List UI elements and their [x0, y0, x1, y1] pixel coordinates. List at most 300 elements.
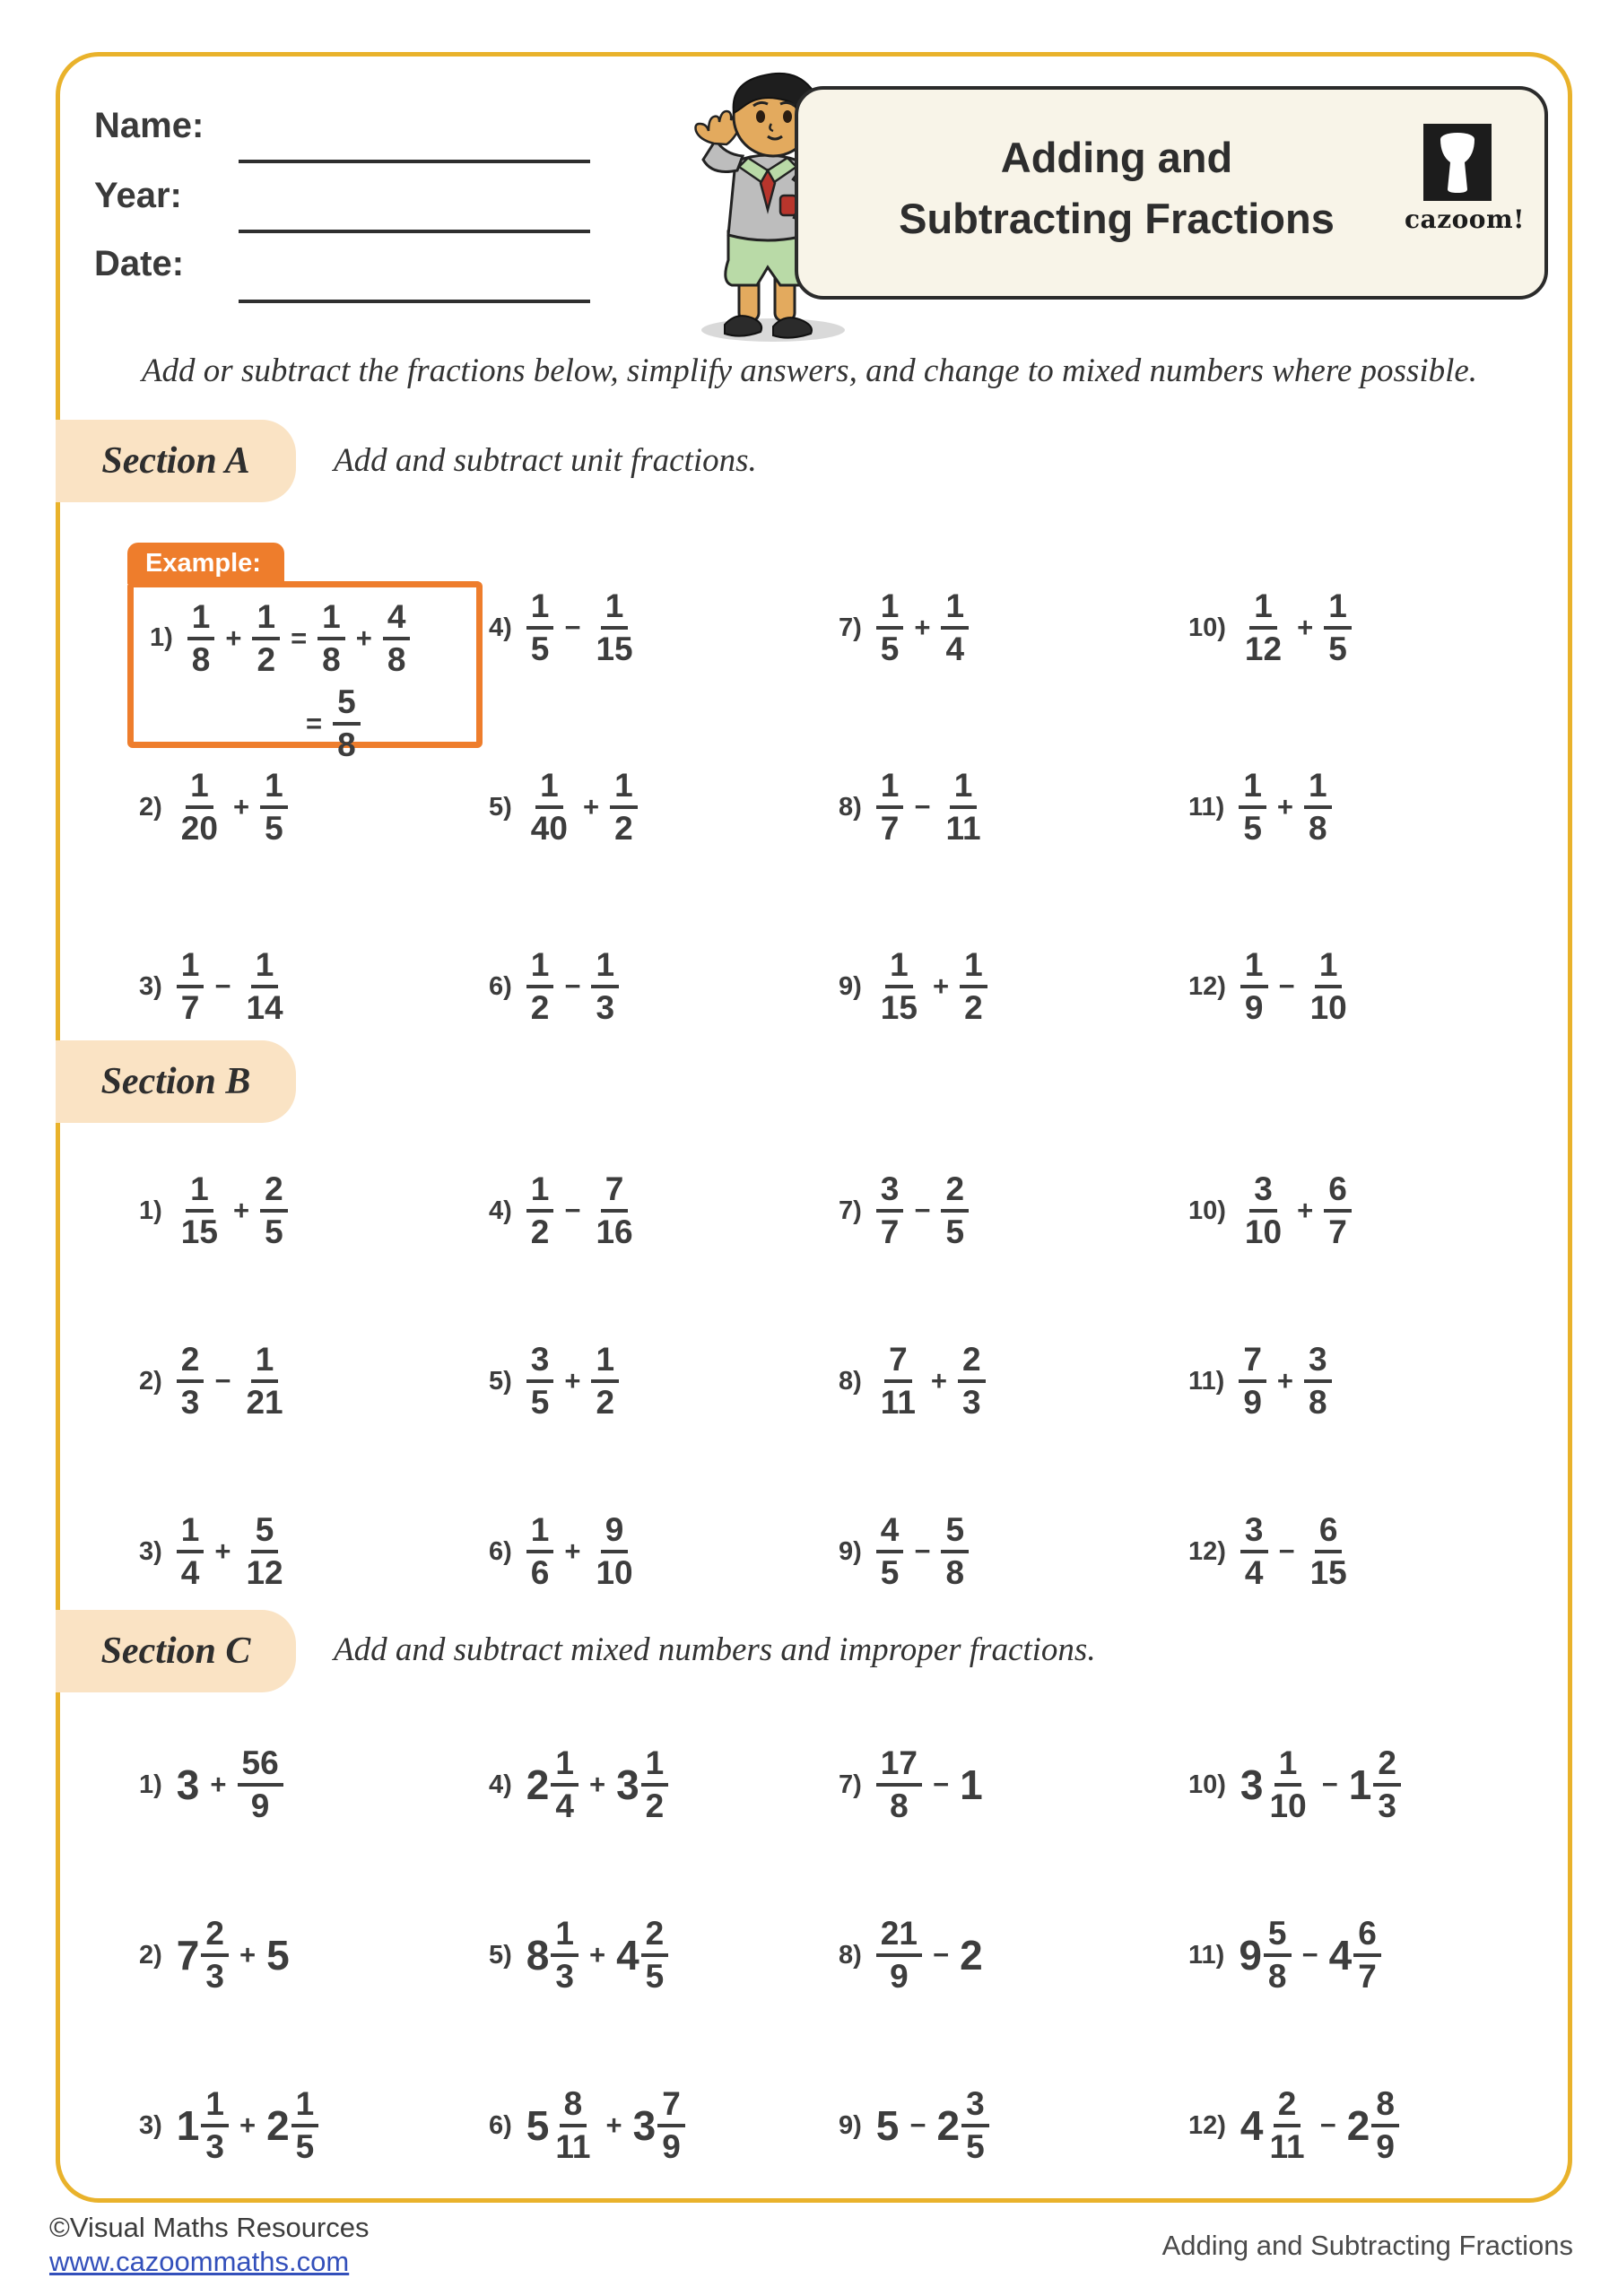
problem-expression: [1240, 2087, 1399, 2163]
problem: [839, 1296, 1188, 1466]
problem-expression: [526, 1343, 619, 1419]
denominator: 3: [205, 1958, 224, 1995]
numerator: 7: [657, 2087, 685, 2127]
mixed-number: [633, 2087, 685, 2163]
date-blank-line: [239, 300, 590, 303]
denominator: 7: [1358, 1958, 1377, 1995]
numerator: 2: [1373, 1746, 1401, 1787]
numerator: 7: [1239, 1343, 1266, 1383]
whole-number: 2: [1346, 2102, 1370, 2149]
denominator: 8: [1309, 1384, 1327, 1421]
numerator: 3: [876, 1172, 904, 1213]
fraction: [241, 1513, 287, 1589]
numerator: 6: [1324, 1172, 1352, 1213]
fraction: [551, 1917, 578, 1993]
operator: +: [232, 1195, 250, 1226]
problem: [839, 538, 1188, 718]
denominator: 2: [964, 989, 983, 1026]
problem: [1188, 1466, 1538, 1637]
problem: [1188, 897, 1538, 1076]
whole-number: 4: [1328, 1932, 1353, 1979]
operator: −: [1278, 1535, 1295, 1567]
problem-number: 2): [139, 1940, 162, 1970]
numerator: 1: [941, 589, 969, 630]
problem-expression: [1240, 1513, 1352, 1589]
denominator: 8: [322, 640, 341, 678]
whole-number: 1: [960, 1761, 983, 1808]
denominator: 2: [530, 1213, 550, 1250]
fraction: [641, 1917, 669, 1993]
denominator: 8: [191, 640, 211, 678]
numerator: 1: [252, 600, 280, 640]
problem-expression: [1240, 1746, 1401, 1822]
numerator: 1: [1324, 589, 1352, 630]
cazoom-drum-icon: [1423, 124, 1492, 201]
problem-number: 6): [489, 1536, 512, 1566]
problem: [1188, 1870, 1538, 2040]
denominator: 3: [962, 1384, 981, 1421]
numerator: 6: [1353, 1917, 1381, 1957]
numerator: 1: [885, 948, 913, 988]
operator: +: [605, 2109, 622, 2141]
fraction: [551, 1746, 578, 1822]
mixed-number: [616, 1917, 668, 1993]
title-line-2: Subtracting Fractions: [899, 195, 1335, 243]
operator: −: [564, 612, 581, 643]
fraction: [657, 2087, 685, 2163]
denominator: 3: [1378, 1787, 1396, 1824]
numerator: 1: [187, 600, 215, 640]
mixed-number: [1329, 1917, 1381, 1993]
denominator: 5: [1243, 810, 1262, 847]
problem-number: 12): [1188, 2110, 1226, 2140]
numerator: 1: [251, 1343, 279, 1383]
fraction: [201, 2087, 229, 2163]
numerator: 1: [1249, 589, 1277, 630]
denominator: 6: [530, 1554, 550, 1591]
whole-number: 4: [616, 1932, 639, 1979]
denominator: 8: [1309, 810, 1327, 847]
numerator: 2: [201, 1917, 229, 1957]
numerator: 1: [201, 2087, 229, 2127]
problem: [489, 538, 839, 718]
problem-number: 11): [1188, 792, 1225, 822]
denominator: 9: [1244, 989, 1264, 1026]
mixed-number: [526, 1917, 578, 1993]
fraction: [961, 2087, 989, 2163]
problem-expression: [876, 769, 986, 845]
denominator: 11: [1269, 2128, 1305, 2165]
fraction: [260, 769, 288, 845]
numerator: 4: [383, 600, 411, 640]
problem-number: 10): [1188, 613, 1226, 642]
example-tab: Example:: [127, 543, 284, 584]
problem-expression: [1240, 1172, 1352, 1248]
fraction: [1306, 1513, 1352, 1589]
fraction: [941, 589, 969, 665]
problem-expression: [1239, 769, 1331, 845]
denominator: 5: [880, 1554, 900, 1591]
numerator: 2: [260, 1172, 288, 1213]
year-label: Year:: [94, 176, 182, 215]
problem-number: 2): [139, 792, 162, 822]
problem: [839, 897, 1188, 1076]
denominator: 2: [530, 989, 550, 1026]
fraction: [591, 1172, 637, 1248]
denominator: 10: [1309, 989, 1347, 1026]
denominator: 7: [1328, 1213, 1347, 1250]
denominator: 9: [890, 1958, 909, 1995]
denominator: 2: [257, 640, 276, 678]
date-label: Date:: [94, 244, 185, 283]
numerator: 2: [958, 1343, 986, 1383]
numerator: 4: [876, 1513, 904, 1553]
denominator: 11: [945, 810, 981, 847]
problem: [139, 2040, 489, 2211]
problem-expression: [526, 1172, 638, 1248]
fraction: [1324, 589, 1352, 665]
fraction: [526, 589, 554, 665]
problem: [1188, 538, 1538, 718]
problem-number: 12): [1188, 1536, 1226, 1566]
problem-number: 3): [139, 2110, 162, 2140]
numerator: 1: [591, 1343, 619, 1383]
whole-number: 2: [266, 2102, 290, 2149]
operator: +: [914, 612, 931, 643]
fraction: [876, 1343, 920, 1419]
fraction: [1240, 948, 1268, 1024]
denominator: 2: [596, 1384, 615, 1421]
denominator: 16: [596, 1213, 633, 1250]
operator: +: [1276, 1365, 1294, 1396]
numerator: 1: [551, 1917, 578, 1957]
year-blank-line: [239, 230, 590, 233]
section-b-badge: Section B: [56, 1040, 296, 1123]
denominator: 7: [880, 810, 900, 847]
operator: −: [909, 2109, 926, 2141]
numerator: 1: [950, 769, 978, 809]
denominator: 10: [596, 1554, 633, 1591]
numerator: 1: [291, 2087, 319, 2127]
denominator: 4: [1244, 1554, 1264, 1591]
fraction: [960, 948, 987, 1024]
problem: [489, 1700, 839, 1870]
name-label: Name:: [94, 106, 204, 145]
problem-expression: [876, 948, 987, 1024]
denominator: 5: [645, 1958, 665, 1995]
problem: [139, 1296, 489, 1466]
whole-number: 2: [960, 1932, 983, 1979]
mixed-number: [526, 2087, 596, 2163]
fraction: [241, 948, 287, 1024]
problem-number: 1): [150, 623, 173, 653]
cazoom-logo: [1405, 124, 1525, 234]
fraction: [526, 1343, 554, 1419]
operator: +: [239, 1939, 257, 1970]
denominator: 21: [246, 1384, 283, 1421]
fraction: [641, 1746, 669, 1822]
fraction: [201, 1917, 229, 1993]
footer-link[interactable]: www.cazoommaths.com: [49, 2246, 350, 2277]
fraction: [1266, 1746, 1311, 1822]
cazoom-logo-word: cazoom!: [1405, 204, 1525, 234]
fraction: [591, 948, 619, 1024]
denominator: 5: [966, 2128, 985, 2165]
numerator: 1: [318, 600, 345, 640]
operator: +: [564, 1535, 581, 1567]
denominator: 15: [180, 1213, 218, 1250]
operator: +: [930, 1365, 948, 1396]
denominator: 3: [205, 2128, 224, 2165]
denominator: 4: [180, 1554, 200, 1591]
problem: [839, 1870, 1188, 2040]
problem-number: 4): [489, 613, 512, 642]
operator: −: [1278, 970, 1295, 1002]
denominator: 5: [530, 1384, 550, 1421]
denominator: 11: [555, 2128, 591, 2165]
fraction: [610, 769, 638, 845]
numerator: 1: [1315, 948, 1343, 988]
numerator: 1: [177, 948, 204, 988]
problem-number: 12): [1188, 971, 1226, 1001]
problem: [139, 538, 489, 718]
denominator: 15: [1309, 1554, 1347, 1591]
problem: [489, 897, 839, 1076]
denominator: 15: [880, 989, 918, 1026]
denominator: 15: [596, 631, 633, 667]
problem: [839, 2040, 1188, 2211]
operator: +: [355, 622, 372, 654]
fraction: [260, 1172, 288, 1248]
problem-expression: [526, 948, 619, 1024]
numerator: 1: [535, 769, 563, 809]
numerator: 1: [641, 1746, 669, 1787]
problem-number: 2): [139, 1366, 162, 1396]
fraction: [177, 948, 204, 1024]
numerator: 3: [1249, 1172, 1277, 1213]
numerator: 1: [1274, 1746, 1302, 1787]
fraction: [1304, 1343, 1332, 1419]
numerator: 1: [260, 769, 288, 809]
fraction: [591, 1513, 637, 1589]
denominator: 8: [337, 726, 356, 764]
fraction: [1240, 1513, 1268, 1589]
problem-expression: [177, 1343, 288, 1419]
problem-number: 6): [489, 971, 512, 1001]
problem: [839, 718, 1188, 897]
whole-number: 3: [176, 1761, 200, 1808]
problem-expression: [526, 589, 638, 665]
problem-expression: [526, 1917, 668, 1993]
problem-number: 3): [139, 971, 162, 1001]
section-b-problems: [139, 1126, 1538, 1637]
fraction: [1373, 1746, 1401, 1822]
mixed-number: [1347, 2087, 1399, 2163]
numerator: 1: [1240, 948, 1268, 988]
problem: [839, 1700, 1188, 1870]
title-box: [795, 86, 1548, 300]
fraction: [526, 1513, 554, 1589]
numerator: 1: [876, 589, 904, 630]
numerator: 1: [876, 769, 904, 809]
whole-number: 2: [936, 2102, 961, 2149]
problem-expression: [177, 769, 288, 845]
problem: [489, 1126, 839, 1296]
numerator: 1: [251, 948, 279, 988]
problem-expression: [177, 1513, 288, 1589]
fraction: [591, 589, 637, 665]
problem: [489, 1466, 839, 1637]
numerator: 3: [526, 1343, 554, 1383]
numerator: 1: [1304, 769, 1332, 809]
fraction: [177, 1343, 204, 1419]
denominator: 10: [1244, 1213, 1283, 1250]
denominator: 12: [246, 1554, 283, 1591]
denominator: 5: [880, 631, 900, 667]
operator: +: [210, 1769, 227, 1800]
fraction: [1304, 769, 1332, 845]
numerator: 1: [1239, 769, 1266, 809]
operator: −: [1319, 2109, 1336, 2141]
worksheet-title: [825, 127, 1408, 249]
problem-number: 11): [1188, 1366, 1225, 1396]
numerator: 7: [884, 1343, 912, 1383]
numerator: 6: [1315, 1513, 1343, 1553]
mixed-number: [1349, 1746, 1401, 1822]
problem-number: 4): [489, 1770, 512, 1799]
numerator: 3: [1304, 1343, 1332, 1383]
problem-expression: [1240, 948, 1352, 1024]
section-a-badge: Section A: [56, 420, 296, 502]
numerator: 3: [1240, 1513, 1268, 1553]
operator: +: [588, 1769, 606, 1800]
problem-number: 10): [1188, 1770, 1226, 1799]
numerator: 1: [591, 948, 619, 988]
fraction: [1266, 2087, 1309, 2163]
section-a-subtitle: Add and subtract unit fractions.: [334, 442, 757, 479]
fraction: [876, 589, 904, 665]
fraction: [1239, 1343, 1266, 1419]
denominator: 7: [880, 1213, 900, 1250]
fraction: [958, 1343, 986, 1419]
mixed-number: [616, 1746, 668, 1822]
denominator: 9: [250, 1787, 270, 1824]
fraction: [177, 1513, 204, 1589]
worksheet-instruction: Add or subtract the fractions below, simplify answers, and change to mixed numbers where possible.: [141, 352, 1478, 389]
denominator: 8: [1267, 1958, 1287, 1995]
problem-number: 7): [839, 1770, 862, 1799]
footer-copyright: ©Visual Maths Resources: [49, 2212, 370, 2243]
numerator: 7: [601, 1172, 629, 1213]
problem-expression: [526, 1513, 638, 1589]
fraction: [1306, 948, 1352, 1024]
fraction: [1264, 1917, 1292, 1993]
title-line-1: Adding and: [1000, 134, 1233, 181]
problem-expression: [876, 1513, 969, 1589]
whole-number: 2: [526, 1761, 550, 1808]
numerator: 1: [551, 1746, 578, 1787]
problem-number: 1): [139, 1196, 162, 1225]
fraction: [238, 1746, 283, 1822]
numerator: 1: [526, 589, 554, 630]
fraction: [1324, 1172, 1352, 1248]
section-a-problems: [139, 538, 1538, 1076]
problem-expression: [177, 1172, 288, 1248]
problem: [1188, 1126, 1538, 1296]
mixed-number: [937, 2087, 989, 2163]
problem-number: 3): [139, 1536, 162, 1566]
numerator: 8: [1371, 2087, 1399, 2127]
mixed-number: [266, 2087, 318, 2163]
operator: −: [932, 1939, 950, 1970]
problem-number: 8): [839, 1940, 862, 1970]
problem: [489, 1296, 839, 1466]
problem: [489, 718, 839, 897]
operator: +: [1297, 612, 1314, 643]
problem-number: 9): [839, 2110, 862, 2140]
fraction: [177, 769, 222, 845]
problem: [1188, 1700, 1538, 1870]
fraction: [1240, 589, 1286, 665]
fraction: [876, 948, 922, 1024]
problem-number: 1): [139, 1770, 162, 1799]
whole-number: 5: [875, 2102, 900, 2149]
mixed-number: [177, 2087, 229, 2163]
denominator: 20: [180, 810, 218, 847]
fraction: [876, 1746, 922, 1822]
numerator: 1: [186, 1172, 213, 1213]
numerator: 5: [251, 1513, 279, 1553]
problem: [839, 1126, 1188, 1296]
whole-number: 7: [176, 1932, 200, 1979]
section-c-subtitle: Add and subtract mixed numbers and improper fractions.: [334, 1631, 1096, 1668]
operator: −: [1321, 1769, 1338, 1800]
denominator: 8: [387, 640, 406, 678]
denominator: 5: [1328, 631, 1347, 667]
numerator: 21: [876, 1917, 922, 1957]
numerator: 8: [560, 2087, 587, 2127]
operator: =: [306, 708, 323, 740]
operator: −: [564, 970, 581, 1002]
problem-expression: [177, 2087, 318, 2163]
problem-number: 9): [839, 1536, 862, 1566]
fraction: [1240, 1172, 1286, 1248]
mixed-number: [1240, 1746, 1311, 1822]
problem: [139, 718, 489, 897]
problem-number: 11): [1188, 1940, 1225, 1970]
fraction: [526, 769, 572, 845]
fraction: [526, 948, 554, 1024]
fraction: [876, 1917, 922, 1993]
denominator: 5: [945, 1213, 965, 1250]
mixed-number: [1240, 2087, 1309, 2163]
denominator: 4: [555, 1787, 574, 1824]
fraction: [941, 1172, 969, 1248]
problem: [139, 1700, 489, 1870]
name-blank-line: [239, 160, 590, 163]
fraction: [876, 1513, 904, 1589]
problem-number: 9): [839, 971, 862, 1001]
denominator: 5: [265, 810, 283, 847]
numerator: 2: [1274, 2087, 1301, 2127]
denominator: 3: [180, 1384, 200, 1421]
denominator: 4: [945, 631, 965, 667]
whole-number: 4: [1240, 2102, 1264, 2149]
problem-number: 5): [489, 1940, 512, 1970]
problem-expression: [526, 2087, 685, 2163]
whole-number: 8: [526, 1932, 550, 1979]
whole-number: 3: [1240, 1761, 1264, 1808]
